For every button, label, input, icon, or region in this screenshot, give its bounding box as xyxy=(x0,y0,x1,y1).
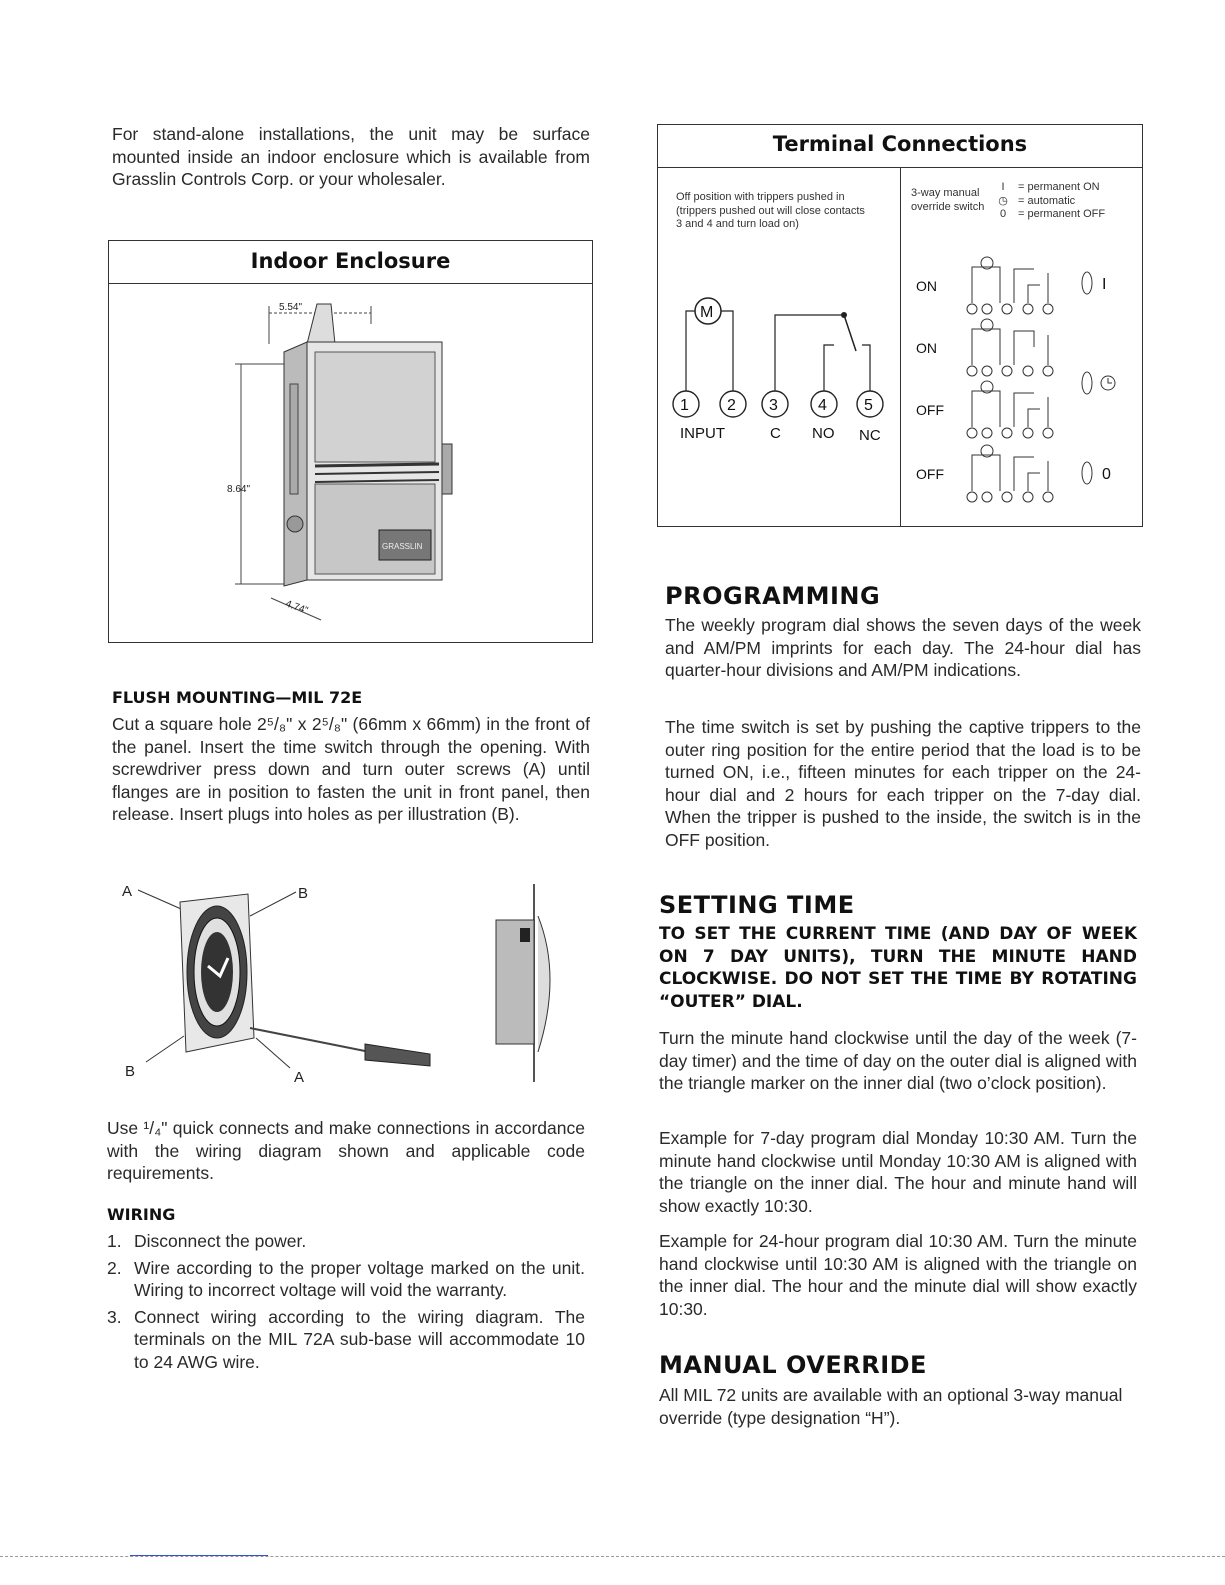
terminal-2 xyxy=(720,391,746,417)
svg-text:2: 2 xyxy=(727,397,736,414)
switch-auto-icon xyxy=(1082,372,1092,394)
terminal-connections-title: Terminal Connections xyxy=(772,132,1028,156)
override-states-diagram xyxy=(902,247,1142,503)
manual-override-paragraph: All MIL 72 units are available with an optional 3-way manual override (type designation “H”). xyxy=(659,1385,1123,1428)
input-label: INPUT xyxy=(680,425,725,442)
enclosure-brand-label: GRASSLIN xyxy=(382,542,423,551)
legend-row: ◷ = automatic xyxy=(996,195,1142,209)
c-label: C xyxy=(770,425,781,442)
footer-link-underline xyxy=(130,1555,268,1556)
setting-time-heading: SETTING TIME xyxy=(659,891,855,919)
svg-text:ON: ON xyxy=(916,340,937,356)
terminal-3 xyxy=(762,391,788,417)
step-text: Wire according to the proper voltage marked on the unit. Wiring to incorrect voltage will void the warranty. xyxy=(134,1257,585,1300)
column-divider xyxy=(900,167,901,526)
page-footer-rule xyxy=(0,1556,1225,1557)
wiring-step xyxy=(107,1230,585,1253)
terminal-5 xyxy=(857,391,883,417)
override-legend xyxy=(996,181,1142,222)
flush-mounting-paragraph: Cut a square hole 2⁵/₈" x 2⁵/₈" (66mm x 66mm) in the front of the panel. Insert the time switch through the opening. With screwdriver press down and turn outer screws (A) until flanges are in position to fasten the unit in front panel, then release. Insert plugs into holes as per illustration (B). xyxy=(112,714,590,824)
dim-depth-label: 4.74" xyxy=(283,598,310,617)
setting-time-paragraph-2: Example for 7-day program dial Monday 10:30 AM. Turn the minute hand clockwise until Monday 10:30 AM is aligned with the triangle on the inner dial. The hour and minute hand will show exactly 10:30. xyxy=(659,1128,1137,1216)
state-row-on-2 xyxy=(916,319,1053,376)
setting-time-paragraph-1: Turn the minute hand clockwise until the day of the week (7-day timer) and the time of day on the outer dial is aligned with the triangle marker on the inner dial (two o’clock position). xyxy=(659,1028,1137,1093)
indoor-enclosure-box xyxy=(108,240,593,643)
setting-time-paragraph-3: Example for 24-hour program dial 10:30 AM. Turn the minute hand clockwise until 10:30 AM is aligned with the triangle on the inner dial. The hour and the minute dial will show exactly 10:30. xyxy=(659,1231,1137,1319)
svg-text:OFF: OFF xyxy=(916,466,944,482)
svg-text:0: 0 xyxy=(1102,466,1111,483)
svg-text:5: 5 xyxy=(864,397,873,414)
indoor-enclosure-title: Indoor Enclosure xyxy=(250,249,451,273)
setting-time-instruction: TO SET THE CURRENT TIME (AND DAY OF WEEK ON 7 DAY UNITS), TURN THE MINUTE HAND CLOCKWISE. DO NOT SET THE TIME BY ROTATING “OUTER” DIAL. xyxy=(659,924,1137,1012)
label-b-top: B xyxy=(298,885,309,902)
svg-text:4: 4 xyxy=(818,397,827,414)
state-row-off-2 xyxy=(916,445,1111,502)
step-number: 2. xyxy=(107,1257,122,1278)
flush-mounting-illustration xyxy=(110,876,580,1086)
label-b-bottom: B xyxy=(125,1063,136,1080)
dim-width-label: 5.54" xyxy=(279,302,303,313)
wiring-heading: WIRING xyxy=(107,1205,176,1224)
step-number: 1. xyxy=(107,1231,122,1251)
step-number: 3. xyxy=(107,1306,122,1327)
legend-row: 0 = permanent OFF xyxy=(999,208,1106,220)
wiring-step xyxy=(107,1306,585,1374)
manual-override-heading: MANUAL OVERRIDE xyxy=(659,1351,927,1379)
svg-text:OFF: OFF xyxy=(916,402,944,418)
no-label: NO xyxy=(812,425,835,442)
nc-label: NC xyxy=(859,427,881,444)
terminal-connections-box xyxy=(657,124,1143,527)
wiring-step xyxy=(107,1257,585,1302)
override-switch-label: 3-way manual override switch xyxy=(911,187,985,213)
indoor-enclosure-illustration xyxy=(109,284,592,642)
motor-symbol: M xyxy=(700,304,714,321)
svg-text:1: 1 xyxy=(680,397,689,414)
label-a-top: A xyxy=(122,883,133,900)
state-row-on-1 xyxy=(916,257,1106,314)
programming-heading: PROGRAMMING xyxy=(665,582,881,610)
programming-paragraph-2: The time switch is set by pushing the captive trippers to the outer ring position for the entire period that the load is to be turned ON, i.e., fifteen minutes for each tripper on the 24-hour dial and 2 hours for each tripper on the 7-day dial. When the tripper is pushed to the inside, the switch is in the OFF position. xyxy=(665,717,1141,850)
svg-text:3: 3 xyxy=(769,397,778,414)
flush-mounting-heading: FLUSH MOUNTING—MIL 72E xyxy=(112,688,363,707)
terminal-1 xyxy=(673,391,699,417)
terminal-wiring-diagram xyxy=(658,287,898,467)
tripper-note: Off position with trippers pushed in (trippers pushed out will close contacts 3 and 4 and turn load on) xyxy=(676,191,865,230)
intro-paragraph: For stand-alone installations, the unit may be surface mounted inside an indoor enclosure which is available from Grasslin Controls Corp. or your wholesaler. xyxy=(112,124,590,189)
clock-icon: ◷ xyxy=(998,194,1008,207)
legend-row: I = permanent ON xyxy=(1001,181,1100,193)
programming-paragraph-1: The weekly program dial shows the seven days of the week and AM/PM imprints for each day. The 24-hour dial has quarter-hour divisions and AM/PM indications. xyxy=(665,615,1141,680)
state-row-off-1 xyxy=(916,381,1053,438)
step-text: Connect wiring according to the wiring diagram. The terminals on the MIL 72A sub-base will accommodate 10 to 24 AWG wire. xyxy=(134,1306,585,1372)
svg-text:I: I xyxy=(1102,276,1107,293)
terminal-4 xyxy=(811,391,837,417)
step-text: Disconnect the power. xyxy=(134,1231,307,1251)
dim-height-label: 8.64" xyxy=(227,484,251,495)
label-a-bottom: A xyxy=(294,1069,305,1086)
svg-text:ON: ON xyxy=(916,278,937,294)
quick-connects-paragraph: Use ¹/₄" quick connects and make connections in accordance with the wiring diagram shown and applicable code requirements. xyxy=(107,1118,585,1183)
wiring-steps xyxy=(107,1230,585,1377)
